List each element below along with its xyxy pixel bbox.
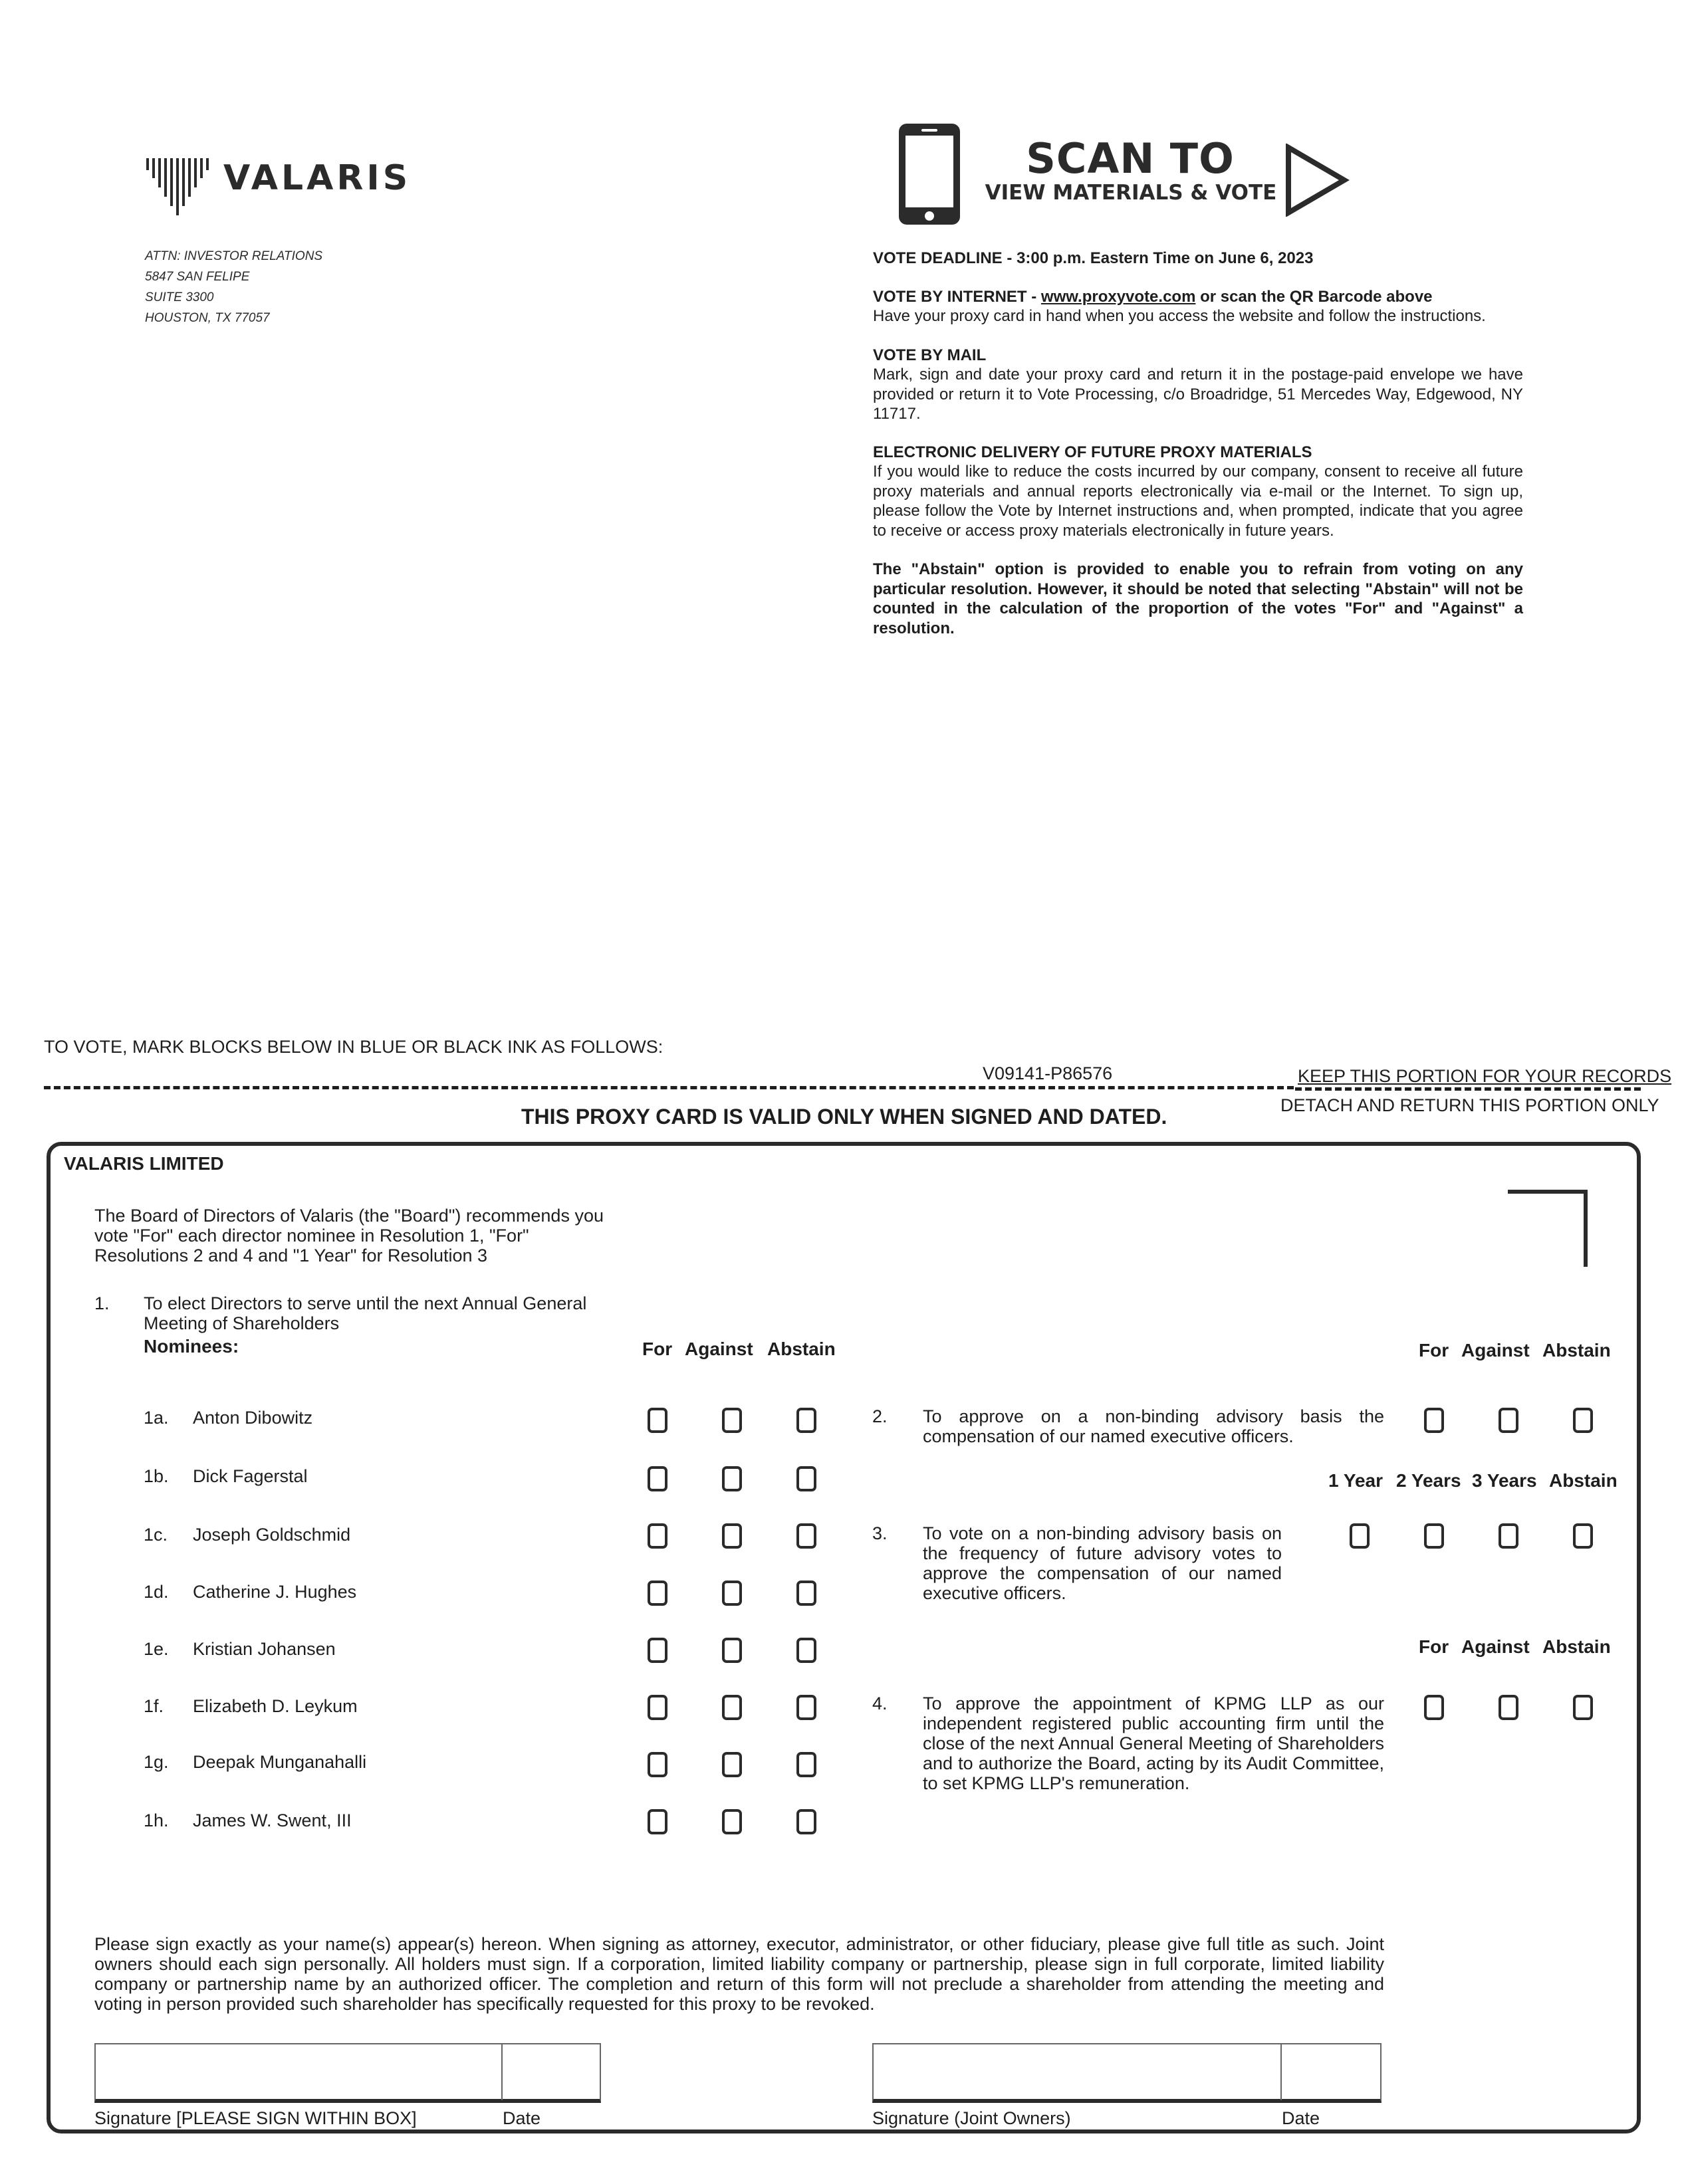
address-line: SUITE 3300 [145,290,214,304]
col-for: For [642,1339,673,1359]
item4-against-checkbox[interactable] [1499,1695,1518,1720]
control-code: V09141-P86576 [983,1063,1113,1083]
address-line: HOUSTON, TX 77057 [145,311,270,325]
valaris-logo [145,156,412,219]
item4-number: 4. [872,1693,888,1713]
nominee-id: 1c. [144,1525,168,1545]
nominee-name: Kristian Johansen [193,1639,336,1659]
internet-heading [873,287,1523,307]
to-vote-instruction: TO VOTE, MARK BLOCKS BELOW IN BLUE OR BLACK INK AS FOLLOWS: [44,1037,663,1057]
item2-against-checkbox[interactable] [1499,1408,1518,1433]
smartphone-icon [896,121,963,227]
play-arrow-icon [1284,144,1351,217]
signing-instructions: Please sign exactly as your name(s) appear(s) hereon. When signing as attorney, executor, administrator, or other fiduciary, please give full title as such. Joint owners should each sign personally. All holders must sign. If a corporation, limited liability company or partnership, please sign in full corporate, limited liability company or partnership name by an authorized officer. The completion and return of this form will not preclude a shareholder from attending the meeting and voting in person provided such shareholder has specifically requested for this proxy to be revoked. [94,1934,1384,2014]
col-3-years: 3 Years [1472,1470,1537,1491]
date-divider [501,2043,503,2100]
electronic-text: If you would like to reduce the costs incurred by our company, consent to receive all future proxy materials and annual reports electronically via e-mail or the Internet. To sign up, please follow the Vote by Internet instructions and, when prompted, indicate that you agree to receive or access proxy materials electronically in future years. [873,463,1523,540]
detach-portion-label: DETACH AND RETURN THIS PORTION ONLY [1280,1095,1659,1115]
col-1-year: 1 Year [1328,1470,1383,1491]
nominee-id: 1a. [144,1408,169,1428]
item2-for-checkbox[interactable] [1424,1408,1444,1433]
item4-for-checkbox[interactable] [1424,1695,1444,1720]
col-against: Against [1461,1340,1530,1361]
nominee-for-checkbox[interactable] [648,1809,667,1834]
joint-signature-label: Signature (Joint Owners) [872,2108,1071,2128]
nominee-id: 1e. [144,1639,169,1659]
nominee-against-checkbox[interactable] [722,1638,742,1663]
item1-number: 1. [94,1293,110,1313]
internet-text: Have your proxy card in hand when you access the website and follow the instructions. [873,307,1486,325]
scan-subtitle: VIEW MATERIALS & VOTE [985,181,1277,205]
valaris-logo-icon [145,156,218,219]
col-against: Against [1461,1636,1530,1657]
date-label: Date [503,2108,541,2128]
col-for: For [1419,1340,1449,1361]
registration-corner [1508,1190,1588,1267]
item2-number: 2. [872,1406,888,1426]
nominee-id: 1h. [144,1810,169,1830]
nominee-against-checkbox[interactable] [722,1523,742,1549]
internet-label: VOTE BY INTERNET - [873,288,1041,306]
nominee-against-checkbox[interactable] [722,1581,742,1606]
nominee-abstain-checkbox[interactable] [796,1523,816,1549]
nominee-against-checkbox[interactable] [722,1408,742,1433]
nominee-abstain-checkbox[interactable] [796,1581,816,1606]
nominee-for-checkbox[interactable] [648,1523,667,1549]
nominee-id: 1f. [144,1696,164,1716]
date-label: Date [1282,2108,1320,2128]
return-address [145,246,322,328]
item3-number: 3. [872,1523,888,1543]
signature-label: Signature [PLEASE SIGN WITHIN BOX] [94,2108,417,2128]
item3-abstain-checkbox[interactable] [1573,1523,1593,1549]
nominee-for-checkbox[interactable] [648,1638,667,1663]
nominee-name: Joseph Goldschmid [193,1525,351,1545]
nominees-label: Nominees: [144,1336,239,1357]
nominee-abstain-checkbox[interactable] [796,1408,816,1433]
col-abstain: Abstain [1549,1470,1618,1491]
nominee-for-checkbox[interactable] [648,1581,667,1606]
electronic-heading: ELECTRONIC DELIVERY OF FUTURE PROXY MATERIALS [873,443,1312,461]
nominee-for-checkbox[interactable] [648,1752,667,1777]
item1-text: To elect Directors to serve until the next Annual General Meeting of Shareholders [144,1293,587,1333]
item4-abstain-checkbox[interactable] [1573,1695,1593,1720]
col-against: Against [685,1339,753,1359]
col-for: For [1419,1636,1449,1657]
valid-notice: THIS PROXY CARD IS VALID ONLY WHEN SIGNED AND DATED. [521,1105,1167,1129]
joint-signature-box[interactable] [872,2043,1382,2103]
nominee-id: 1g. [144,1752,169,1772]
item2-text: To approve on a non-binding advisory basis the compensation of our named executive officers. [923,1406,1384,1446]
col-abstain: Abstain [767,1339,836,1359]
col-abstain: Abstain [1542,1340,1611,1361]
col-2-years: 2 Years [1396,1470,1461,1491]
col-abstain: Abstain [1542,1636,1611,1657]
date-divider [1280,2043,1282,2100]
nominee-name: Dick Fagerstal [193,1466,308,1486]
nominee-for-checkbox[interactable] [648,1408,667,1433]
abstain-note: The "Abstain" option is provided to enable you to refrain from voting on any particular resolution. However, it should be noted that selecting "Abstain" will not be counted in the calculation of the proportion of the votes "For" and "Against" a resolution. [873,560,1523,637]
item3-2-years-checkbox[interactable] [1424,1523,1444,1549]
nominee-against-checkbox[interactable] [722,1466,742,1491]
nominee-name: Deepak Munganahalli [193,1752,367,1772]
scan-title: SCAN TO [1026,134,1235,183]
item3-text: To vote on a non-binding advisory basis on the frequency of future advisory votes to approve the compensation of our named executive officers. [923,1523,1282,1603]
nominee-abstain-checkbox[interactable] [796,1638,816,1663]
item4-text: To approve the appointment of KPMG LLP as our independent registered public accounting firm until the close of the next Annual General Meeting of Shareholders and to authorize the Board, acting by its Audit Committee, to set KPMG LLP's remuneration. [923,1693,1384,1793]
nominee-id: 1d. [144,1582,169,1602]
nominee-name: Catherine J. Hughes [193,1582,357,1602]
item3-1-year-checkbox[interactable] [1350,1523,1370,1549]
vote-deadline: VOTE DEADLINE - 3:00 p.m. Eastern Time on June 6, 2023 [873,249,1314,267]
nominee-name: James W. Swent, III [193,1810,352,1830]
nominee-id: 1b. [144,1466,169,1486]
keep-dash-line [1295,1087,1641,1091]
detach-line [44,1086,1294,1089]
mail-heading: VOTE BY MAIL [873,346,987,364]
keep-portion-label: KEEP THIS PORTION FOR YOUR RECORDS [1298,1066,1672,1086]
company-name: VALARIS LIMITED [64,1153,224,1174]
item2-abstain-checkbox[interactable] [1573,1408,1593,1433]
nominee-name: Anton Dibowitz [193,1408,313,1428]
signature-box[interactable] [94,2043,601,2103]
nominee-against-checkbox[interactable] [722,1752,742,1777]
nominee-abstain-checkbox[interactable] [796,1695,816,1720]
nominee-against-checkbox[interactable] [722,1695,742,1720]
logo-text: VALARIS [223,158,412,198]
nominee-abstain-checkbox[interactable] [796,1752,816,1777]
nominee-for-checkbox[interactable] [648,1466,667,1491]
nominee-name: Elizabeth D. Leykum [193,1696,358,1716]
mail-text: Mark, sign and date your proxy card and return it in the postage-paid envelope we have provided or return it to Vote Processing, c/o Broadridge, 51 Mercedes Way, Edgewood, NY 11717. [873,366,1523,423]
item3-3-years-checkbox[interactable] [1499,1523,1518,1549]
address-line: ATTN: INVESTOR RELATIONS [145,249,323,263]
nominee-for-checkbox[interactable] [648,1695,667,1720]
nominee-against-checkbox[interactable] [722,1809,742,1834]
internet-suffix: or scan the QR Barcode above [1195,288,1433,306]
board-recommendation: The Board of Directors of Valaris (the "Board") recommends you vote "For" each director nominee in Resolution 1, "For" Resolutions 2 and 4 and "1 Year" for Resolution 3 [94,1206,604,1265]
address-line: 5847 SAN FELIPE [145,270,250,284]
nominee-abstain-checkbox[interactable] [796,1466,816,1491]
nominee-abstain-checkbox[interactable] [796,1809,816,1834]
proxyvote-link[interactable]: www.proxyvote.com [1040,288,1196,306]
